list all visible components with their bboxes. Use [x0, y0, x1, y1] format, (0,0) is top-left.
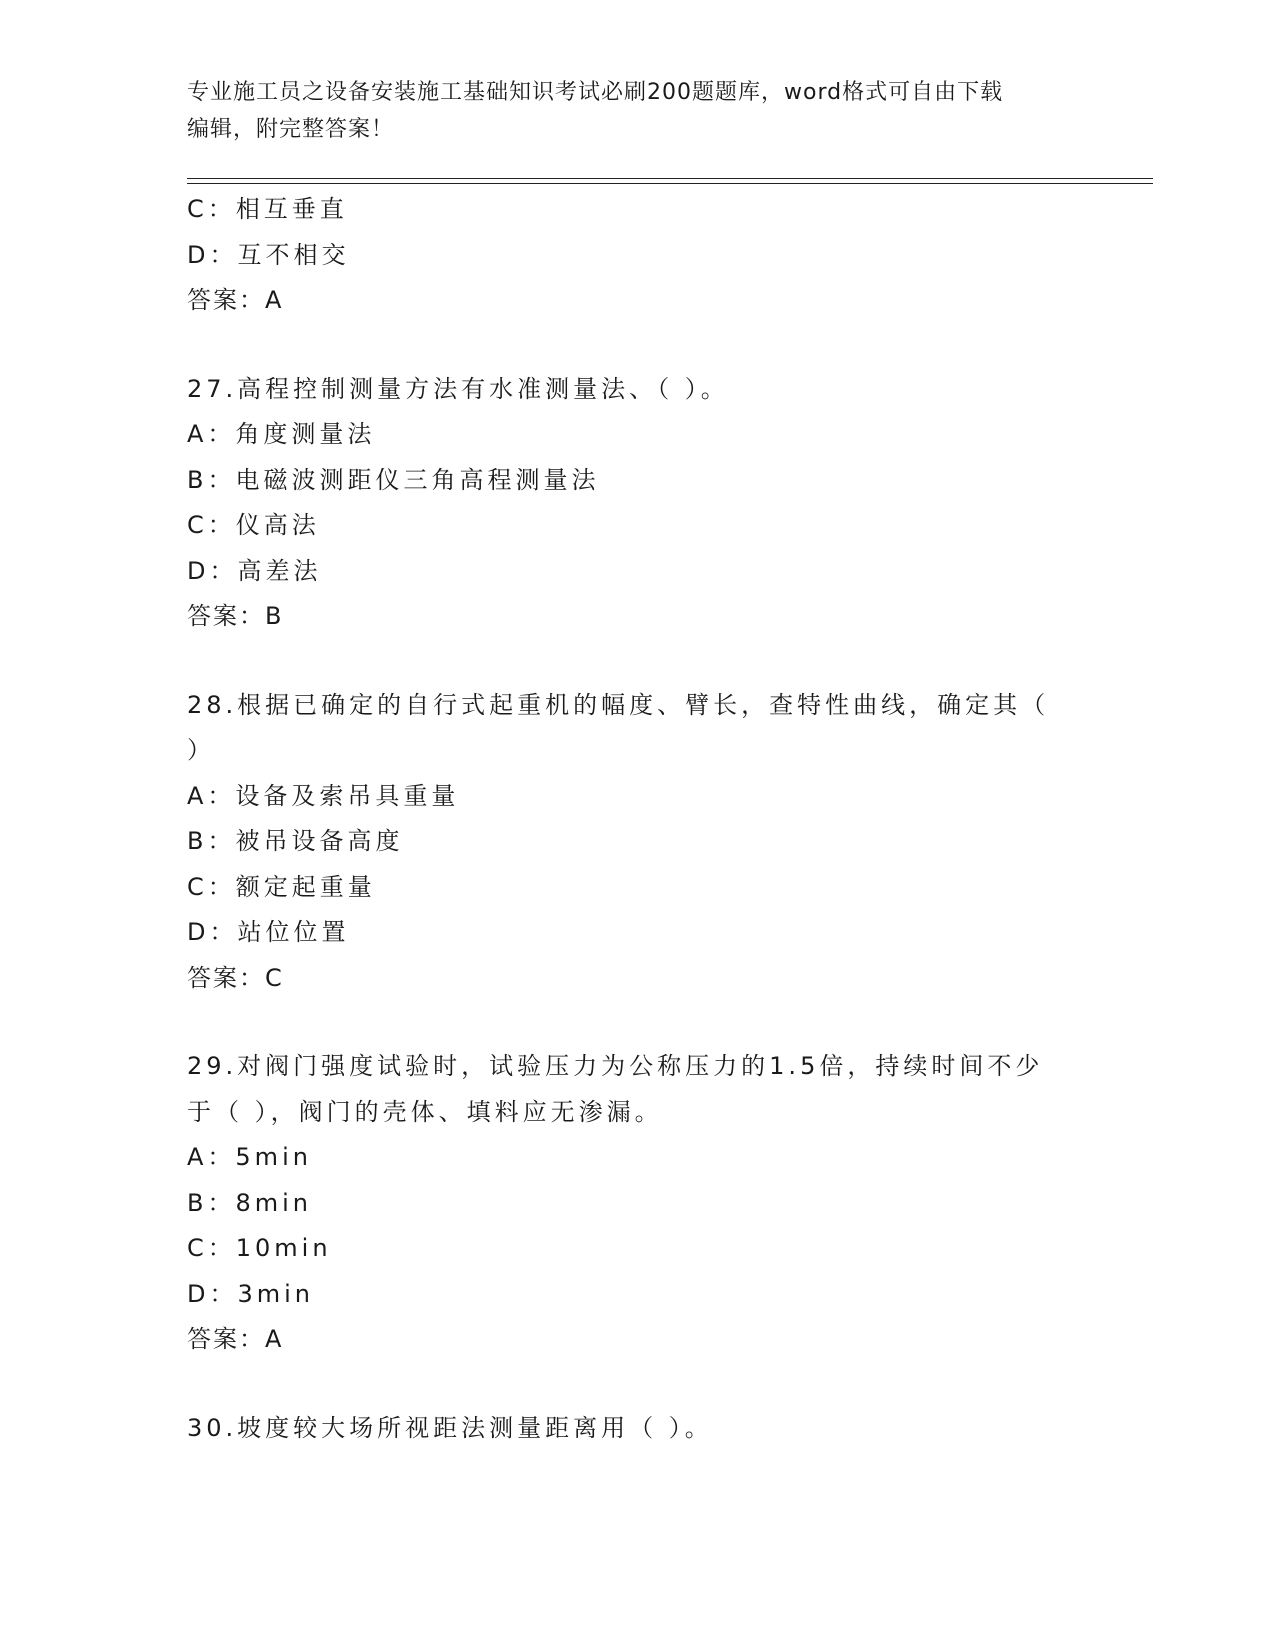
header-divider-bottom: [187, 183, 1153, 184]
answer-line: 答案：A: [187, 1325, 284, 1353]
question-spacer: [187, 640, 1087, 683]
question-text-line-2: ）: [187, 736, 215, 764]
header-title-line-1: 专业施工员之设备安装施工基础知识考试必刷200题题库，word格式可自由下载: [187, 80, 1004, 105]
option-b: B：被吊设备高度: [187, 827, 404, 855]
option-a: A：设备及索吊具重量: [187, 781, 460, 810]
option-c: C：10min: [187, 1234, 332, 1262]
question-27: [187, 367, 1087, 640]
question-list: [187, 187, 1087, 1451]
question-30: [187, 1406, 1087, 1452]
option-d: D：高差法: [187, 556, 322, 585]
option-a: A：5min: [187, 1143, 312, 1171]
option-b: B：电磁波测距仪三角高程测量法: [187, 465, 600, 494]
question-spacer: [187, 1363, 1087, 1406]
question-text-line-1: 28.根据已确定的自行式起重机的幅度、臂长，查特性曲线，确定其（: [187, 690, 1050, 719]
header-title-line-2: 编辑，附完整答案！: [187, 117, 395, 142]
answer-line: 答案：B: [187, 602, 284, 630]
question-text: 30.坡度较大场所视距法测量距离用（ ）。: [187, 1413, 713, 1442]
option-c: C：仪高法: [187, 511, 320, 539]
option-d: D：站位位置: [187, 918, 350, 946]
option-d: D：3min: [187, 1279, 315, 1308]
question-spacer: [187, 324, 1087, 367]
question-26-tail: [187, 187, 1087, 324]
question-spacer: [187, 1001, 1087, 1044]
question-text: 27.高程控制测量方法有水准测量法、（ ）。: [187, 374, 729, 403]
question-28: [187, 683, 1087, 1002]
question-29: [187, 1044, 1087, 1363]
option-c: C：相互垂直: [187, 195, 348, 223]
option-a: A：角度测量法: [187, 420, 376, 448]
option-c: C：额定起重量: [187, 872, 376, 901]
answer-line: 答案：C: [187, 963, 284, 992]
header-divider-top: [187, 178, 1153, 179]
answer-line: 答案：A: [187, 286, 284, 314]
option-b: B：8min: [187, 1188, 312, 1217]
question-text-line-1: 29.对阀门强度试验时，试验压力为公称压力的1.5倍，持续时间不少: [187, 1052, 1044, 1080]
question-text-line-2: 于（ ），阀门的壳体、填料应无渗漏。: [187, 1097, 663, 1126]
option-d: D：互不相交: [187, 240, 350, 269]
document-header: [187, 74, 1087, 148]
